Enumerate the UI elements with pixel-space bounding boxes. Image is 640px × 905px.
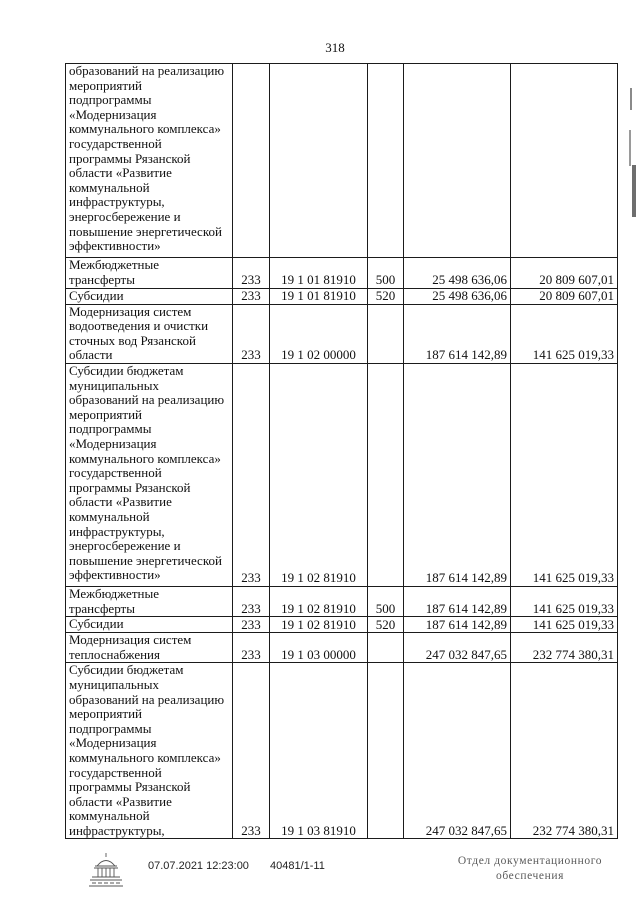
table-row [66,64,618,258]
row-label: Межбюджетные трансферты [66,586,233,616]
footer-document-number: 40481/1-11 [270,860,325,872]
budget-code-cell: 19 1 02 81910 [270,363,368,586]
row-label: Субсидии бюджетам муниципальных образований на реализацию мероприятий подпрограммы «Модернизация коммунального комплекса» государственной программы Рязанской области «Развитие коммунальной инфраструктуры, [66,663,233,839]
stamp-line-1: Отдел документационного [457,855,603,867]
ministry-code-cell: 233 [233,304,270,363]
budget-code-cell: 19 1 03 00000 [270,633,368,663]
amount-column-1-cell [404,64,511,258]
table-row [66,258,618,289]
amount-column-1-cell: 247 032 847,65 [404,633,511,663]
ministry-code-cell: 233 [233,586,270,616]
amount-column-1-cell: 187 614 142,89 [404,304,511,363]
department-stamp [440,854,620,884]
budget-code-cell [270,64,368,258]
budget-code-cell: 19 1 01 81910 [270,289,368,305]
ministry-code-cell: 233 [233,363,270,586]
budget-code-cell: 19 1 03 81910 [270,663,368,839]
table-row [66,617,618,633]
row-label: Модернизация систем водоотведения и очистки сточных вод Рязанской области [66,304,233,363]
expense-type-cell: 520 [368,289,404,305]
amount-column-2-cell: 232 774 380,31 [511,663,618,839]
table-row [66,289,618,305]
expense-type-cell [368,363,404,586]
table-row [66,363,618,586]
budget-code-cell: 19 1 01 81910 [270,258,368,289]
amount-column-2-cell: 141 625 019,33 [511,363,618,586]
budget-code-cell: 19 1 02 00000 [270,304,368,363]
amount-column-2-cell: 141 625 019,33 [511,586,618,616]
budget-code-cell: 19 1 02 81910 [270,586,368,616]
table-row [66,633,618,663]
row-label: Субсидии бюджетам муниципальных образований на реализацию мероприятий подпрограммы «Модернизация коммунального комплекса» государственной программы Рязанской области «Развитие коммунальной инфраструктуры, энергосбережение и повышение энергетической эффективности» [66,363,233,586]
scan-edge-mark [630,88,632,110]
row-label: Субсидии [66,617,233,633]
amount-column-2-cell: 141 625 019,33 [511,304,618,363]
amount-column-2-cell: 232 774 380,31 [511,633,618,663]
ministry-code-cell [233,64,270,258]
amount-column-2-cell [511,64,618,258]
expense-type-cell [368,633,404,663]
row-label: Модернизация систем теплоснабжения [66,633,233,663]
budget-code-cell: 19 1 02 81910 [270,617,368,633]
scan-edge-mark [632,165,636,217]
row-label: Межбюджетные трансферты [66,258,233,289]
expense-type-cell [368,663,404,839]
amount-column-1-cell: 187 614 142,89 [404,363,511,586]
page-number: 318 [325,40,345,55]
emblem-logo [84,852,128,890]
stamp-line-2: обеспечения [495,870,564,882]
table-row [66,663,618,839]
expense-type-cell: 500 [368,586,404,616]
amount-column-1-cell: 247 032 847,65 [404,663,511,839]
budget-table [65,63,618,839]
expense-type-cell [368,304,404,363]
ministry-code-cell: 233 [233,633,270,663]
table-row [66,304,618,363]
amount-column-2-cell: 20 809 607,01 [511,258,618,289]
row-label: образований на реализацию мероприятий подпрограммы «Модернизация коммунального комплекса» государственной программы Рязанской области «Развитие коммунальной инфраструктуры, энергосбережение и повышение энергетической эффективности» [66,64,233,258]
amount-column-1-cell: 25 498 636,06 [404,289,511,305]
amount-column-1-cell: 187 614 142,89 [404,617,511,633]
scan-edge-mark [629,130,631,166]
footer-datetime: 07.07.2021 12:23:00 [148,860,249,872]
ministry-code-cell: 233 [233,289,270,305]
amount-column-2-cell: 141 625 019,33 [511,617,618,633]
amount-column-1-cell: 25 498 636,06 [404,258,511,289]
expense-type-cell [368,64,404,258]
expense-type-cell: 500 [368,258,404,289]
row-label: Субсидии [66,289,233,305]
table-row [66,586,618,616]
ministry-code-cell: 233 [233,258,270,289]
amount-column-2-cell: 20 809 607,01 [511,289,618,305]
expense-type-cell: 520 [368,617,404,633]
ministry-code-cell: 233 [233,663,270,839]
ministry-code-cell: 233 [233,617,270,633]
amount-column-1-cell: 187 614 142,89 [404,586,511,616]
